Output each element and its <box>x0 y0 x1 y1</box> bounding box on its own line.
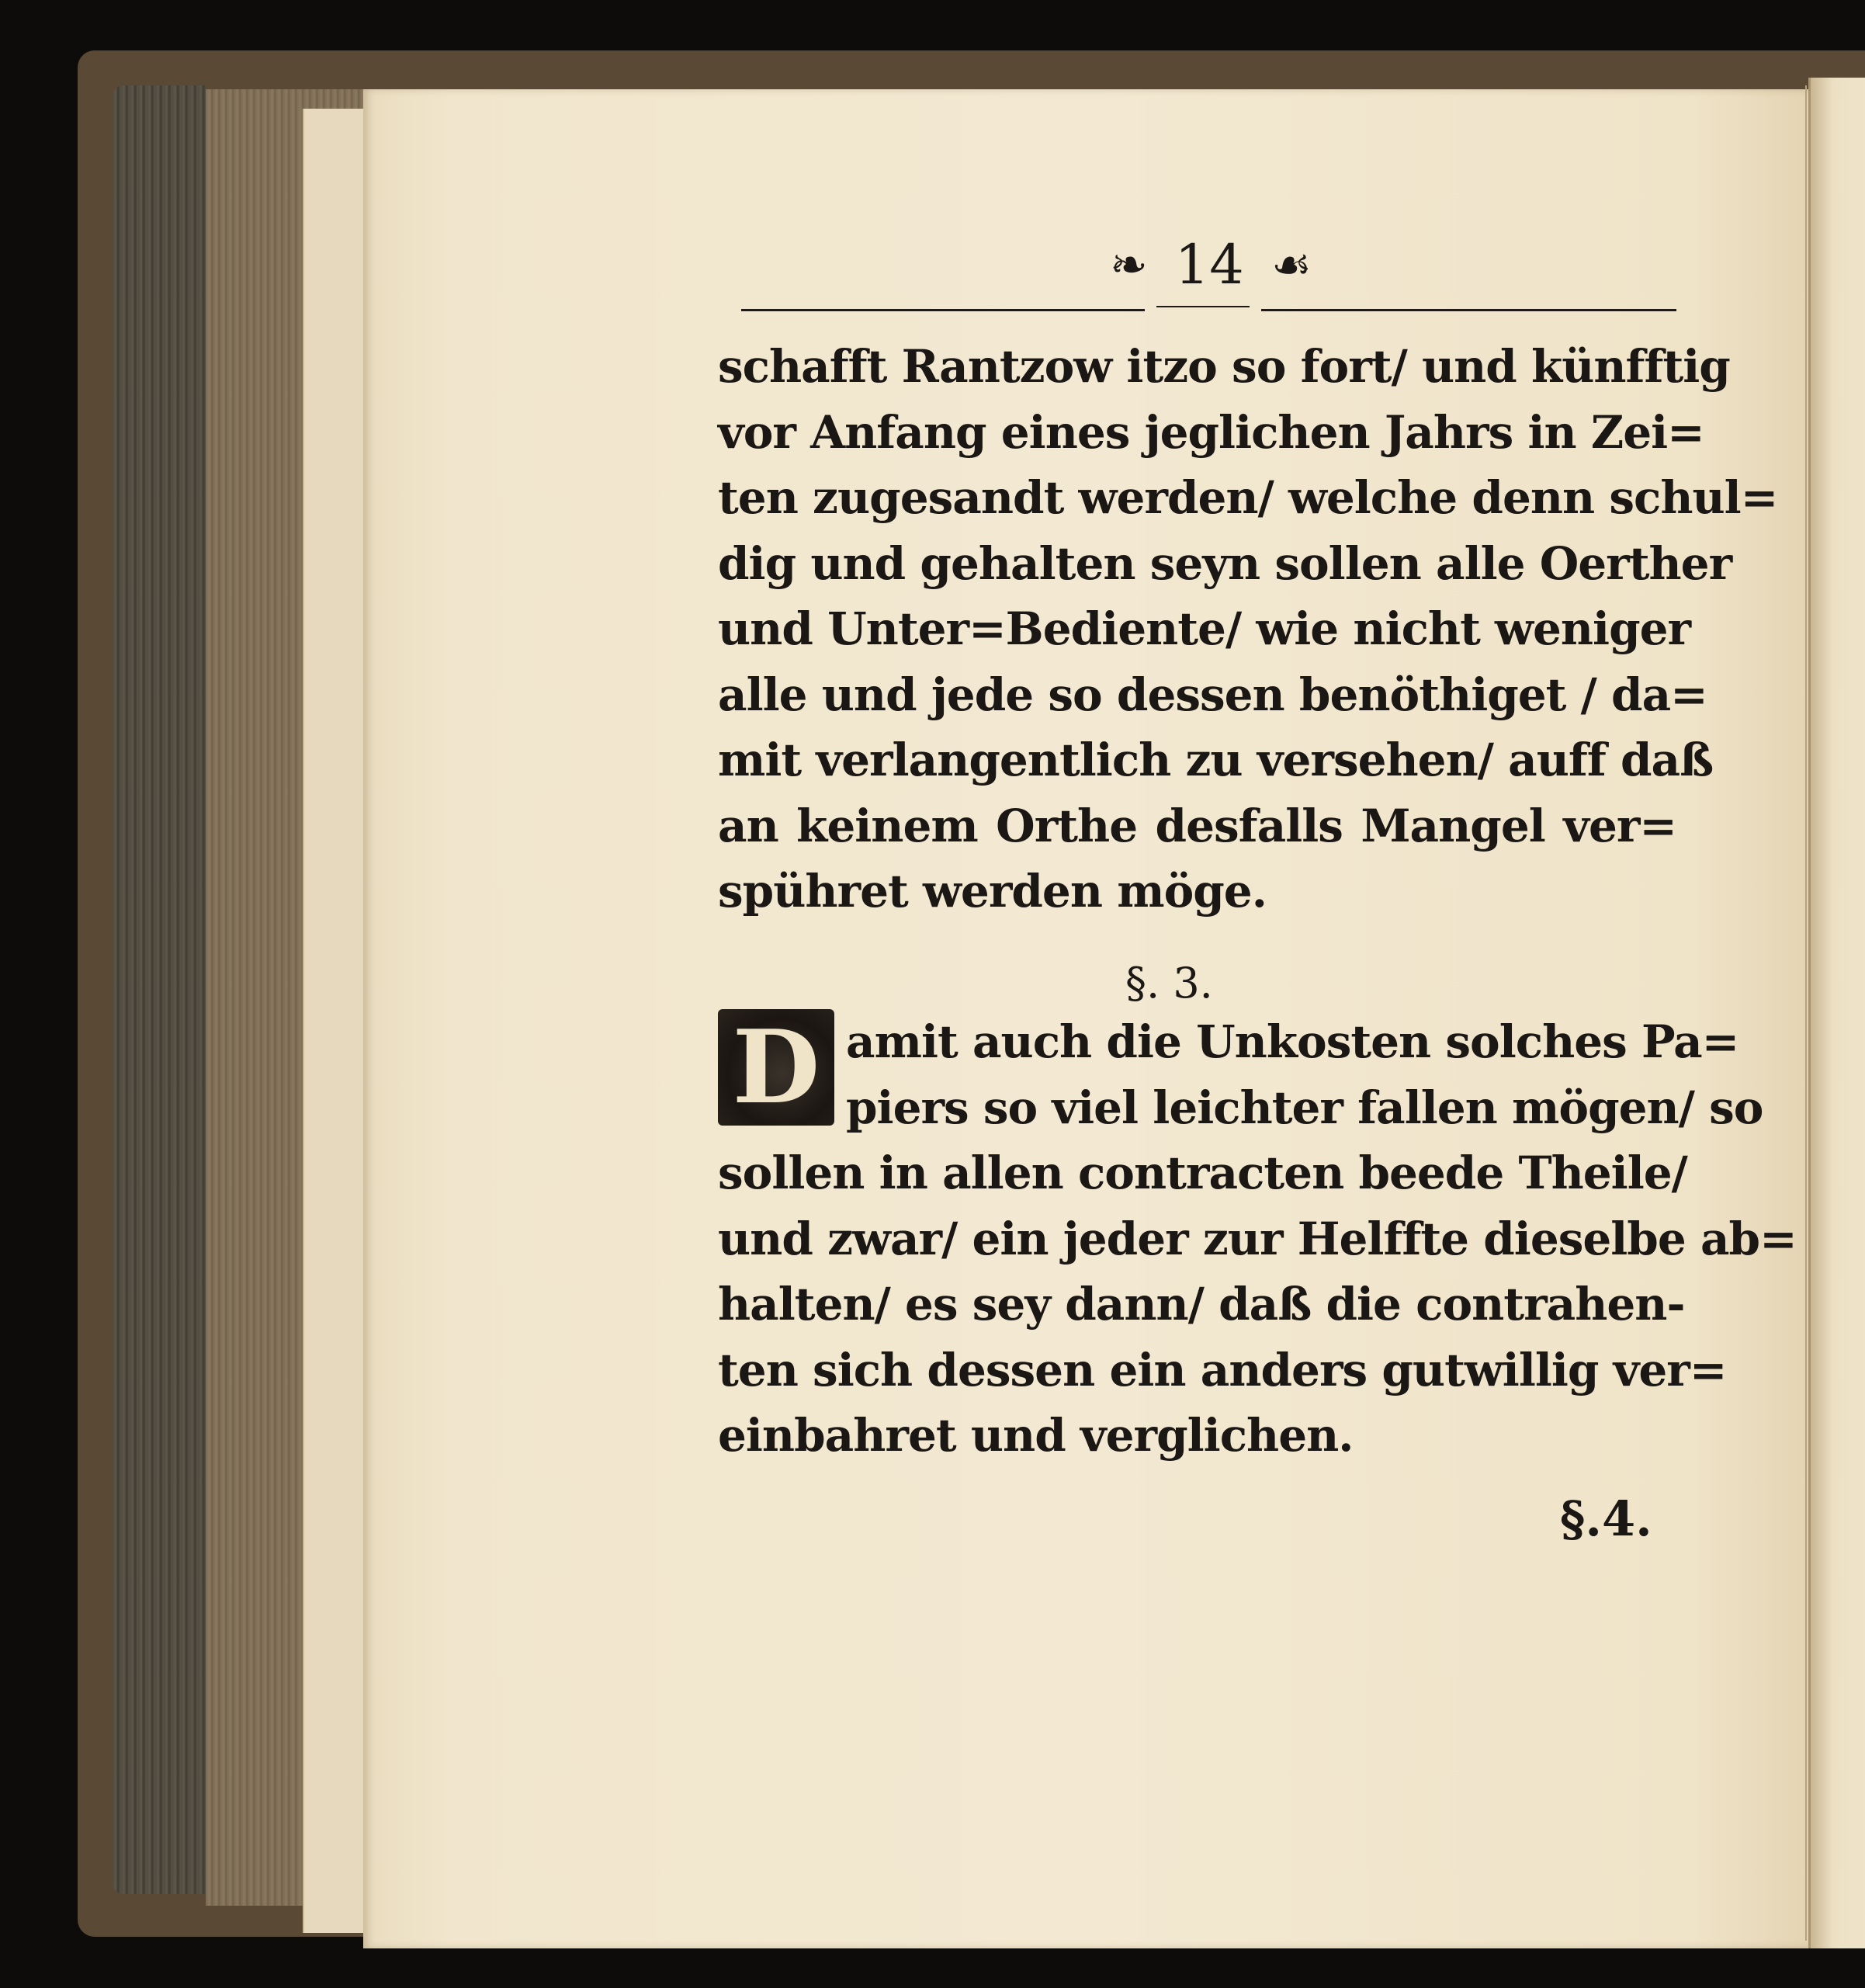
section-heading: §. 3. <box>1125 959 1213 1008</box>
paragraph-1 <box>718 334 1778 925</box>
fleuron-left-icon: ❧ <box>1110 238 1148 291</box>
text-line: piers so viel leichter fallen mögen/ so <box>846 1081 1763 1134</box>
book-fore-edge <box>113 85 206 1894</box>
text-line: an keinem Orthe desfalls Mangel ver= <box>718 799 1676 852</box>
text-line: amit auch die Unkosten solches Pa= <box>846 1015 1739 1068</box>
text-line: dig und gehalten seyn sollen alle Oerther <box>718 536 1732 590</box>
text-line: spühret werden möge. <box>718 865 1267 918</box>
header-rule-center <box>1156 306 1250 307</box>
text-line: sollen in allen contracten beede Theile/ <box>718 1147 1687 1199</box>
text-line: ten sich dessen ein anders gutwillig ver= <box>718 1343 1727 1396</box>
fleuron-right-icon: ☙ <box>1270 238 1312 291</box>
header-rule-left <box>741 309 1145 311</box>
text-line: alle und jede so dessen benöthiget / da= <box>718 668 1707 721</box>
text-line: ten zugesandt werden/ welche denn schul= <box>718 471 1778 524</box>
drop-cap-initial: D <box>718 1009 834 1126</box>
header-rule-right <box>1261 309 1676 311</box>
paragraph-2 <box>718 1140 1797 1469</box>
text-line: einbahret und verglichen. <box>718 1409 1354 1462</box>
text-line: halten/ es sey dann/ daß die contrahen- <box>718 1278 1685 1331</box>
facing-page-edge <box>1808 78 1865 1948</box>
text-line: und zwar/ ein jeder zur Helffte dieselbe ab= <box>718 1212 1797 1265</box>
paragraph-2-indented <box>846 1009 1763 1140</box>
page-number: 14 <box>1174 233 1244 297</box>
text-line: mit verlangentlich zu versehen/ auff daß <box>718 734 1714 786</box>
page-header <box>1102 233 1319 295</box>
catchword: §.4. <box>1560 1490 1652 1547</box>
text-line: und Unter=Bediente/ wie nicht weniger <box>718 602 1691 655</box>
text-line: vor Anfang eines jeglichen Jahrs in Zei= <box>718 405 1704 459</box>
gutter <box>1805 85 1807 1941</box>
text-line: schafft Rantzow itzo so fort/ und künfftig <box>718 340 1730 393</box>
